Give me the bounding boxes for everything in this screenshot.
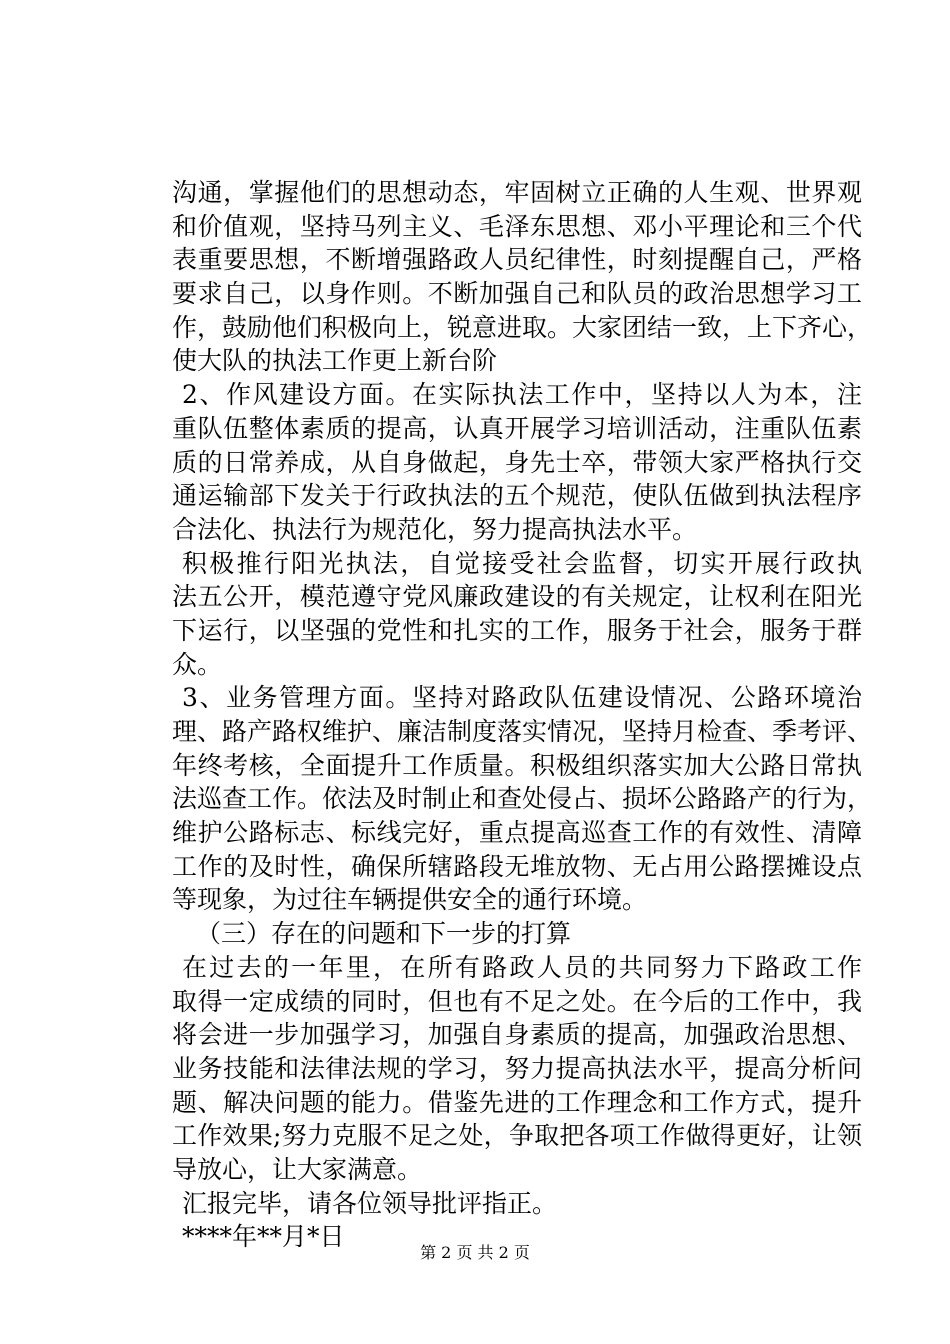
text-line: 工作的及时性，确保所辖路段无堆放物、无占用公路摆摊设点 bbox=[172, 851, 862, 881]
text-line: 取得一定成绩的同时，但也有不足之处。在今后的工作中，我 bbox=[172, 986, 862, 1016]
text-line: 下运行，以坚强的党性和扎实的工作，服务于社会，服务于群 bbox=[172, 615, 862, 645]
text-line: 工作效果;努力克服不足之处，争取把各项工作做得更好，让领 bbox=[172, 1121, 862, 1151]
text-line: 将会进一步加强学习，加强自身素质的提高，加强政治思想、 bbox=[172, 1020, 862, 1050]
text-line: 维护公路标志、标线完好，重点提高巡查工作的有效性、清障 bbox=[172, 818, 862, 848]
text-line: 理、路产路权维护、廉洁制度落实情况，坚持月检查、季考评、 bbox=[172, 717, 873, 746]
text-line: 在过去的一年里，在所有路政人员的共同努力下路政工作 bbox=[182, 952, 862, 982]
text-line: 导放心，让大家满意。 bbox=[172, 1154, 423, 1184]
text-line: 题、解决问题的能力。借鉴先进的工作理念和工作方式，提升 bbox=[172, 1087, 862, 1117]
text-line: 法巡查工作。依法及时制止和查处侵占、损坏公路路产的行为， bbox=[172, 784, 873, 814]
text-line: 要求自己，以身作则。不断加强自己和队员的政治思想学习工 bbox=[172, 279, 862, 309]
closing-line: 汇报完毕，请各位领导批评指正。 bbox=[182, 1188, 558, 1218]
section-heading: （三）存在的问题和下一步的打算 bbox=[196, 919, 572, 949]
text-line: 表重要思想，不断增强路政人员纪律性，时刻提醒自己，严格 bbox=[172, 245, 862, 275]
document-body bbox=[172, 176, 873, 1254]
date-line: ****年**月*日 bbox=[182, 1222, 345, 1252]
text-line: 业务技能和法律法规的学习，努力提高执法水平，提高分析问 bbox=[172, 1053, 862, 1083]
page-number-footer: 第 2 页 共 2 页 bbox=[420, 1243, 530, 1262]
text-line: 质的日常养成，从自身做起，身先士卒，带领大家严格执行交 bbox=[172, 447, 862, 477]
text-line: 积极推行阳光执法，自觉接受社会监督，切实开展行政执 bbox=[182, 548, 862, 578]
text-line: 和价值观，坚持马列主义、毛泽东思想、邓小平理论和三个代 bbox=[172, 211, 862, 241]
text-line: 众。 bbox=[172, 649, 223, 679]
text-line: 年终考核，全面提升工作质量。积极组织落实加大公路日常执 bbox=[172, 750, 862, 780]
text-line: 重队伍整体素质的提高，认真开展学习培训活动，注重队伍素 bbox=[172, 413, 862, 443]
text-line: 等现象，为过往车辆提供安全的通行环境。 bbox=[172, 885, 648, 915]
text-line: 合法化、执法行为规范化，努力提高执法水平。 bbox=[172, 514, 698, 544]
text-line: 法五公开，模范遵守党风廉政建设的有关规定，让权利在阳光 bbox=[172, 582, 862, 612]
text-line: 使大队的执法工作更上新台阶 bbox=[172, 346, 498, 376]
text-line: 作，鼓励他们积极向上，锐意进取。大家团结一致，上下齐心， bbox=[172, 312, 873, 342]
text-line: 3、业务管理方面。坚持对路政队伍建设情况、公路环境治 bbox=[182, 683, 862, 713]
text-line: 通运输部下发关于行政执法的五个规范，使队伍做到执法程序 bbox=[172, 481, 862, 511]
text-line: 2、作风建设方面。在实际执法工作中，坚持以人为本，注 bbox=[182, 380, 862, 410]
text-line: 沟通，掌握他们的思想动态，牢固树立正确的人生观、世界观 bbox=[172, 178, 862, 207]
